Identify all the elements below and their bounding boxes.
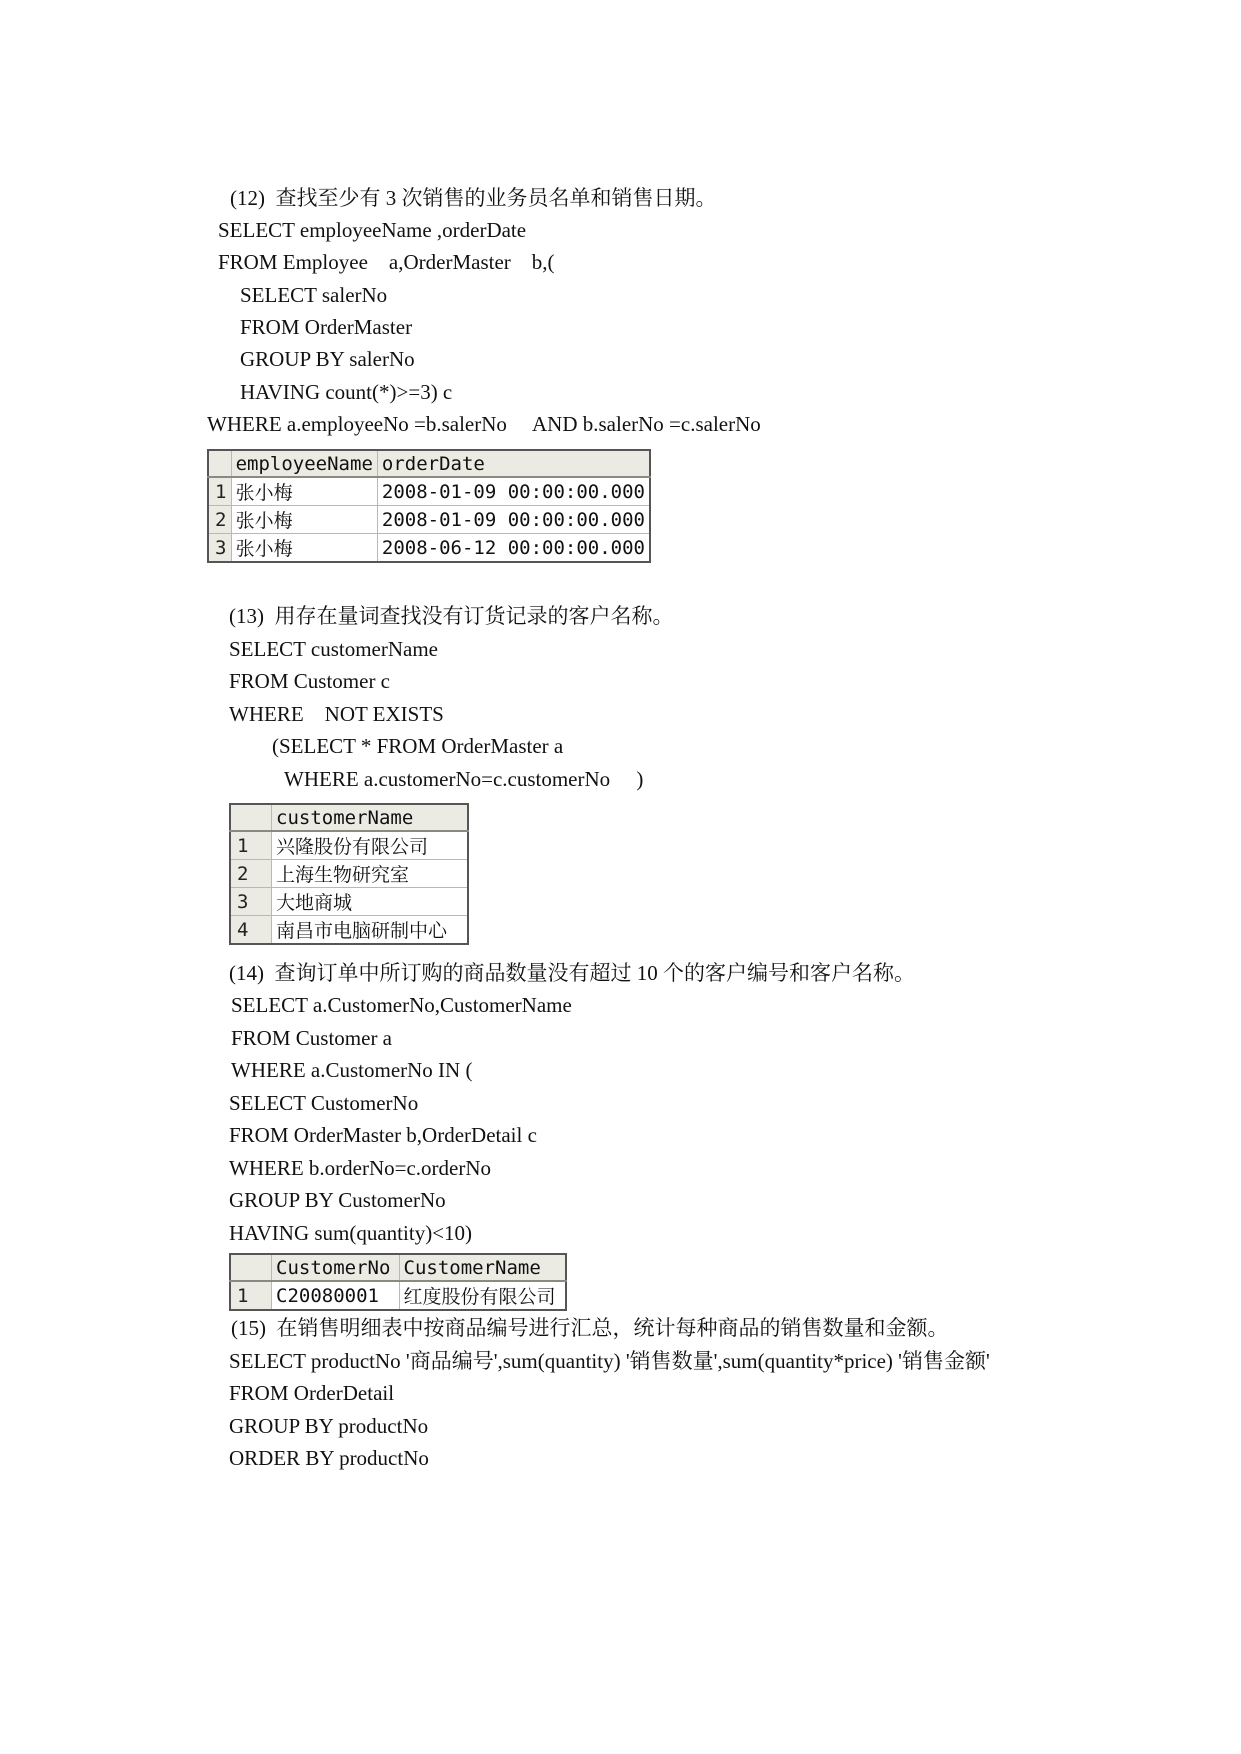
table-cell: 兴隆股份有限公司	[272, 831, 469, 860]
row-number: 4	[230, 916, 272, 945]
row-number-header	[208, 450, 231, 477]
table-cell: 张小梅	[231, 477, 377, 506]
sql-line: WHERE a.employeeNo =b.salerNo AND b.salerNo =c.salerNo	[207, 412, 761, 436]
row-number: 1	[230, 1281, 272, 1310]
sql-line: GROUP BY salerNo	[240, 347, 415, 371]
table-cell: 红度股份有限公司	[399, 1281, 566, 1310]
sql-line: WHERE NOT EXISTS	[229, 702, 444, 726]
grid-header-row	[208, 450, 650, 477]
table-cell: 上海生物研究室	[272, 860, 469, 888]
sql-line: WHERE a.CustomerNo IN (	[231, 1058, 473, 1082]
result-grid-13	[229, 803, 469, 945]
section-12-heading: (12) 查找至少有 3 次销售的业务员名单和销售日期。	[230, 186, 717, 210]
section-15-heading: (15) 在销售明细表中按商品编号进行汇总，统计每种商品的销售数量和金额。	[231, 1316, 949, 1340]
row-number-header	[230, 1254, 272, 1281]
row-number: 3	[208, 534, 231, 563]
table-row	[208, 534, 650, 563]
column-header: CustomerName	[399, 1254, 566, 1281]
row-number: 2	[208, 506, 231, 534]
sql-line: SELECT customerName	[229, 637, 438, 661]
sql-line: FROM Customer a	[231, 1026, 393, 1050]
row-number: 1	[208, 477, 231, 506]
table-row	[208, 506, 650, 534]
sql-line: FROM OrderMaster b,OrderDetail c	[229, 1123, 537, 1147]
section-14-heading: (14) 查询订单中所订购的商品数量没有超过 10 个的客户编号和客户名称。	[229, 961, 915, 985]
table-cell: 南昌市电脑研制中心	[272, 916, 469, 945]
row-number: 3	[230, 888, 272, 916]
sql-line: HAVING count(*)>=3) c	[240, 380, 453, 404]
table-cell: 2008-01-09 00:00:00.000	[377, 506, 650, 534]
sql-line: SELECT CustomerNo	[229, 1091, 419, 1115]
table-cell: 2008-06-12 00:00:00.000	[377, 534, 650, 563]
sql-line: GROUP BY CustomerNo	[229, 1188, 446, 1212]
result-grid-14	[229, 1253, 567, 1311]
table-cell: 大地商城	[272, 888, 469, 916]
table-cell: C20080001	[272, 1281, 400, 1310]
sql-line: (SELECT * FROM OrderMaster a	[272, 734, 564, 758]
section-13-heading: (13) 用存在量词查找没有订货记录的客户名称。	[229, 604, 674, 628]
table-cell: 张小梅	[231, 534, 377, 563]
sql-line: FROM Customer c	[229, 669, 391, 693]
table-row	[208, 477, 650, 506]
sql-line: HAVING sum(quantity)<10)	[229, 1221, 473, 1245]
grid-header-row	[230, 1254, 566, 1281]
column-header: customerName	[272, 804, 469, 831]
row-number: 2	[230, 860, 272, 888]
table-cell: 2008-01-09 00:00:00.000	[377, 477, 650, 506]
sql-line: SELECT employeeName ,orderDate	[218, 218, 527, 242]
table-row	[230, 916, 468, 945]
table-cell: 张小梅	[231, 506, 377, 534]
table-row	[230, 831, 468, 860]
table-row	[230, 860, 468, 888]
column-header: CustomerNo	[272, 1254, 400, 1281]
row-number: 1	[230, 831, 272, 860]
table-row	[230, 888, 468, 916]
result-grid-12	[207, 449, 651, 563]
table-row	[230, 1281, 566, 1310]
row-number-header	[230, 804, 272, 831]
sql-line: GROUP BY productNo	[229, 1414, 429, 1438]
sql-line: FROM Employee a,OrderMaster b,(	[218, 250, 555, 274]
column-header: orderDate	[377, 450, 650, 477]
sql-line: WHERE a.customerNo=c.customerNo )	[284, 767, 644, 791]
sql-line: SELECT a.CustomerNo,CustomerName	[231, 993, 572, 1017]
sql-line: SELECT salerNo	[240, 283, 388, 307]
column-header: employeeName	[231, 450, 377, 477]
grid-header-row	[230, 804, 468, 831]
sql-line: WHERE b.orderNo=c.orderNo	[229, 1156, 492, 1180]
sql-line: SELECT productNo '商品编号',sum(quantity) '销售数量',sum(quantity*price) '销售金额'	[229, 1349, 990, 1373]
sql-line: ORDER BY productNo	[229, 1446, 429, 1470]
sql-line: FROM OrderDetail	[229, 1381, 395, 1405]
sql-line: FROM OrderMaster	[240, 315, 413, 339]
